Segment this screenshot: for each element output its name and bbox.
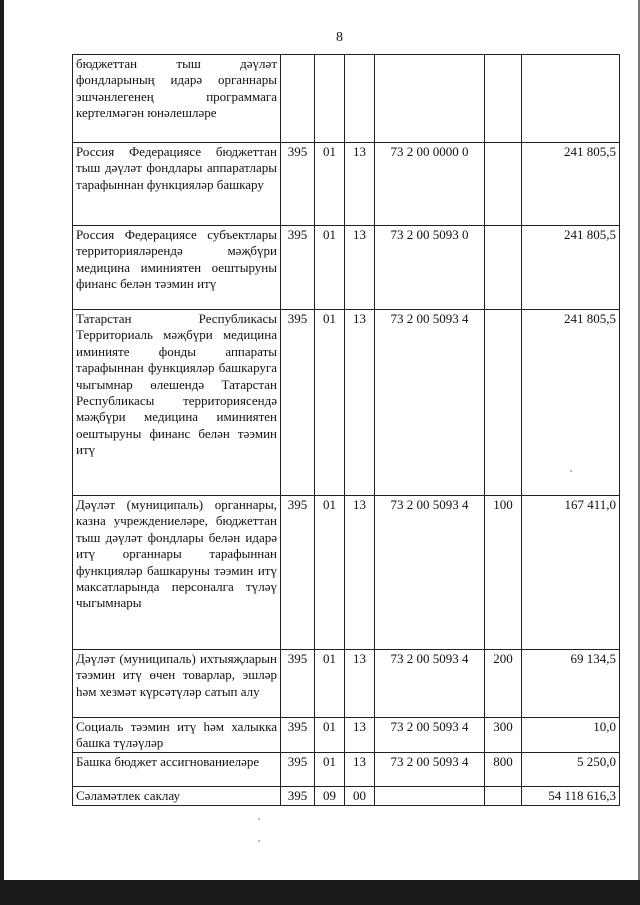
budget-table: [72, 54, 620, 806]
row-name: Татарстан Республикасы Территориаль мәҗбүри медицина иминияте фонды аппараты тарафыннан функцияләр башкаруга чыгымнар өлешендә Татарстан Республикасы территориясендә мәҗбүри медицина иминиятен оештыруны финанс белән тәэмин итү: [73, 310, 281, 496]
expense-type-cell: [485, 55, 522, 143]
amount-cell: 241 805,5: [522, 310, 620, 496]
expense-type-cell: [485, 786, 522, 805]
row-name: Дәүләт (муниципаль) ихтыяҗларын тәэмин итү өчен товарлар, эшләр һәм хезмәт күрсәтүләр сатып алу: [73, 650, 281, 718]
section-cell: 01: [315, 752, 345, 786]
section-cell: 01: [315, 718, 345, 753]
subsection-cell: 13: [345, 143, 375, 226]
section-cell: [315, 55, 345, 143]
scan-left-border: [0, 0, 4, 905]
target-article-cell: 73 2 00 5093 4: [375, 718, 485, 753]
table-row: [73, 310, 620, 496]
expense-type-cell: [485, 226, 522, 310]
section-cell: 01: [315, 496, 345, 650]
target-article-cell: [375, 55, 485, 143]
row-name: Социаль тәэмин итү һәм халыкка башка түләүләр: [73, 718, 281, 753]
table-row: [73, 55, 620, 143]
row-name: Башка бюджет ассигнованиеләре: [73, 752, 281, 786]
grbs-cell: [281, 55, 315, 143]
subsection-cell: 13: [345, 718, 375, 753]
expense-type-cell: 100: [485, 496, 522, 650]
amount-cell: 241 805,5: [522, 143, 620, 226]
amount-cell: 10,0: [522, 718, 620, 753]
expense-type-cell: [485, 310, 522, 496]
scan-speck: [258, 818, 260, 820]
target-article-cell: 73 2 00 5093 4: [375, 650, 485, 718]
scan-speck: [570, 470, 572, 472]
grbs-cell: 395: [281, 752, 315, 786]
target-article-cell: 73 2 00 5093 4: [375, 496, 485, 650]
table-row: [73, 752, 620, 786]
table-row: [73, 496, 620, 650]
table-row: [73, 143, 620, 226]
grbs-cell: 395: [281, 786, 315, 805]
expense-type-cell: 300: [485, 718, 522, 753]
amount-cell: 167 411,0: [522, 496, 620, 650]
row-name: бюджеттан тыш дәүләт фондларының идарә органнары эшчәнлегенең программага кертелмәгән юнәлешләре: [73, 55, 281, 143]
target-article-cell: 73 2 00 5093 0: [375, 226, 485, 310]
grbs-cell: 395: [281, 310, 315, 496]
grbs-cell: 395: [281, 226, 315, 310]
grbs-cell: 395: [281, 718, 315, 753]
grbs-cell: 395: [281, 650, 315, 718]
target-article-cell: 73 2 00 5093 4: [375, 752, 485, 786]
target-article-cell: 73 2 00 5093 4: [375, 310, 485, 496]
row-name: Россия Федерациясе субъектлары территорияләрендә мәҗбүри медицина иминиятен оештыруны финанс белән тәэмин итү: [73, 226, 281, 310]
grbs-cell: 395: [281, 143, 315, 226]
section-cell: 09: [315, 786, 345, 805]
section-cell: 01: [315, 226, 345, 310]
subsection-cell: 13: [345, 752, 375, 786]
amount-cell: 5 250,0: [522, 752, 620, 786]
scan-bottom-border: [0, 880, 640, 905]
subsection-cell: 00: [345, 786, 375, 805]
table-row: [73, 650, 620, 718]
scan-speck: [258, 840, 260, 842]
page-number: 8: [336, 30, 343, 45]
subsection-cell: 13: [345, 310, 375, 496]
subsection-cell: 13: [345, 496, 375, 650]
expense-type-cell: 200: [485, 650, 522, 718]
grbs-cell: 395: [281, 496, 315, 650]
amount-cell: 69 134,5: [522, 650, 620, 718]
row-name: Сәламәтлек саклау: [73, 786, 281, 805]
target-article-cell: 73 2 00 0000 0: [375, 143, 485, 226]
row-name: Россия Федерациясе бюджеттан тыш дәүләт фондлары аппаратлары тарафыннан функцияләр башкару: [73, 143, 281, 226]
table-row: [73, 226, 620, 310]
row-name: Дәүләт (муниципаль) органнары, казна учреждениеләре, бюджеттан тыш дәүләт фондлары белән идарә итү органнары тарафыннан функцияләр башкаруны тәэмин итү максатларында персоналга түләү чыгымнары: [73, 496, 281, 650]
subsection-cell: 13: [345, 226, 375, 310]
section-cell: 01: [315, 310, 345, 496]
target-article-cell: [375, 786, 485, 805]
subsection-cell: [345, 55, 375, 143]
amount-cell: 54 118 616,3: [522, 786, 620, 805]
table-row: [73, 718, 620, 753]
expense-type-cell: 800: [485, 752, 522, 786]
expense-type-cell: [485, 143, 522, 226]
table-row: [73, 786, 620, 805]
amount-cell: 241 805,5: [522, 226, 620, 310]
subsection-cell: 13: [345, 650, 375, 718]
section-cell: 01: [315, 650, 345, 718]
amount-cell: [522, 55, 620, 143]
section-cell: 01: [315, 143, 345, 226]
